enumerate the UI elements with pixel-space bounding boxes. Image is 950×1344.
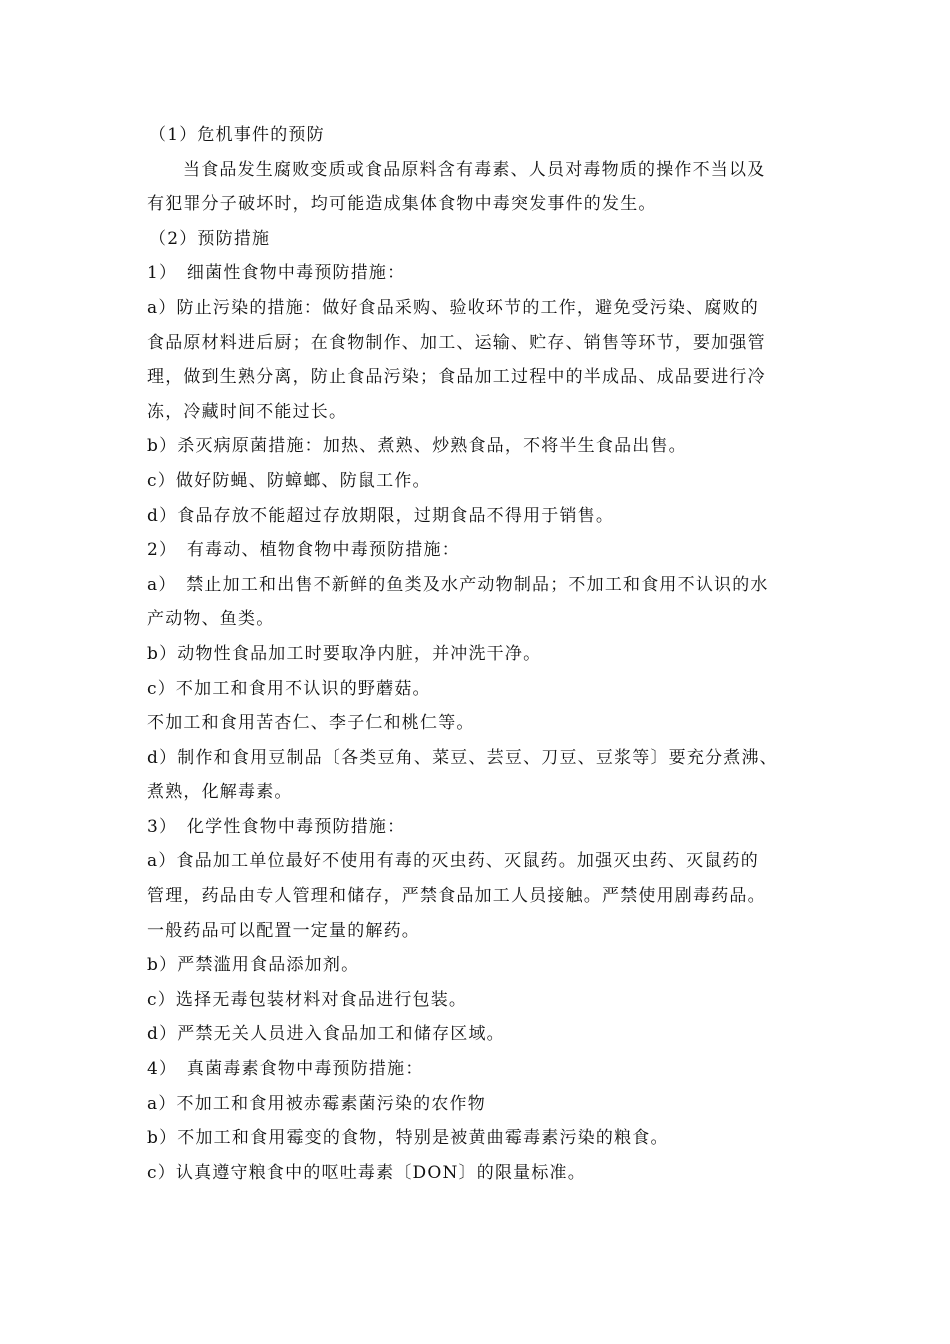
subheading-mycotoxin: 4） 真菌毒素食物中毒预防措施： [147,1059,424,1080]
list-item-line: 煮熟，化解毒素。 [147,782,293,803]
list-item-line: b）杀灭病原菌措施：加热、煮熟、炒熟食品，不将半生食品出售。 [147,436,687,457]
list-item-line: 一般药品可以配置一定量的解药。 [147,920,420,941]
list-item-line: c）认真遵守粮食中的呕吐毒素〔DON〕的限量标准。 [147,1162,586,1183]
list-item-line: 不加工和食用苦杏仁、李子仁和桃仁等。 [147,713,475,734]
paragraph-line: 有犯罪分子破坏时，均可能造成集体食物中毒突发事件的发生。 [147,194,657,215]
list-item-line: a）不加工和食用被赤霉素菌污染的农作物 [147,1093,486,1114]
section-heading-crisis-prevention: （1）危机事件的预防 [149,125,325,145]
subheading-bacterial: 1） 细菌性食物中毒预防措施： [147,263,406,284]
list-item-line: d）食品存放不能超过存放期限，过期食品不得用于销售。 [147,505,615,526]
list-item-line: b）严禁滥用食品添加剂。 [147,955,360,976]
section-heading-prevention-measures: （2）预防措施 [149,228,271,249]
list-item-line: b）不加工和食用霉变的食物，特别是被黄曲霉毒素污染的粮食。 [147,1128,669,1149]
list-item-line: 食品原材料进后厨；在食物制作、加工、运输、贮存、销售等环节，要加强管 [147,332,766,353]
list-item-line: b）动物性食品加工时要取净内脏，并冲洗干净。 [147,643,542,664]
list-item-line: 冻，冷藏时间不能过长。 [147,401,348,422]
list-item-line: 产动物、鱼类。 [147,609,275,630]
list-item-line: c）做好防蝇、防蟑螂、防鼠工作。 [147,470,431,491]
list-item-line: c）不加工和食用不认识的野蘑菇。 [147,678,431,699]
document-body [147,118,817,1190]
list-item-line: 理，做到生熟分离，防止食品污染；食品加工过程中的半成品、成品要进行冷 [147,367,766,388]
list-item-line: d）严禁无关人员进入食品加工和储存区域。 [147,1024,505,1045]
list-item-line: 管理，药品由专人管理和储存，严禁食品加工人员接触。严禁使用剧毒药品。 [147,886,766,907]
list-item-line: a）防止污染的措施：做好食品采购、验收环节的工作，避免受污染、腐败的 [147,297,759,318]
subheading-toxic-plants-animals: 2） 有毒动、植物食物中毒预防措施： [147,540,460,561]
list-item-line: a）食品加工单位最好不使用有毒的灭虫药、灭鼠药。加强灭虫药、灭鼠药的 [147,851,759,872]
list-item-line: d）制作和食用豆制品〔各类豆角、菜豆、芸豆、刀豆、豆浆等〕要充分煮沸、 [147,747,778,768]
list-item-line: c）选择无毒包装材料对食品进行包装。 [147,989,468,1010]
paragraph-line: 当食品发生腐败变质或食品原料含有毒素、人员对毒物质的操作不当以及 [183,159,766,180]
subheading-chemical: 3） 化学性食物中毒预防措施： [147,816,406,837]
list-item-line: a） 禁止加工和出售不新鲜的鱼类及水产动物制品；不加工和食用不认识的水 [147,574,769,595]
